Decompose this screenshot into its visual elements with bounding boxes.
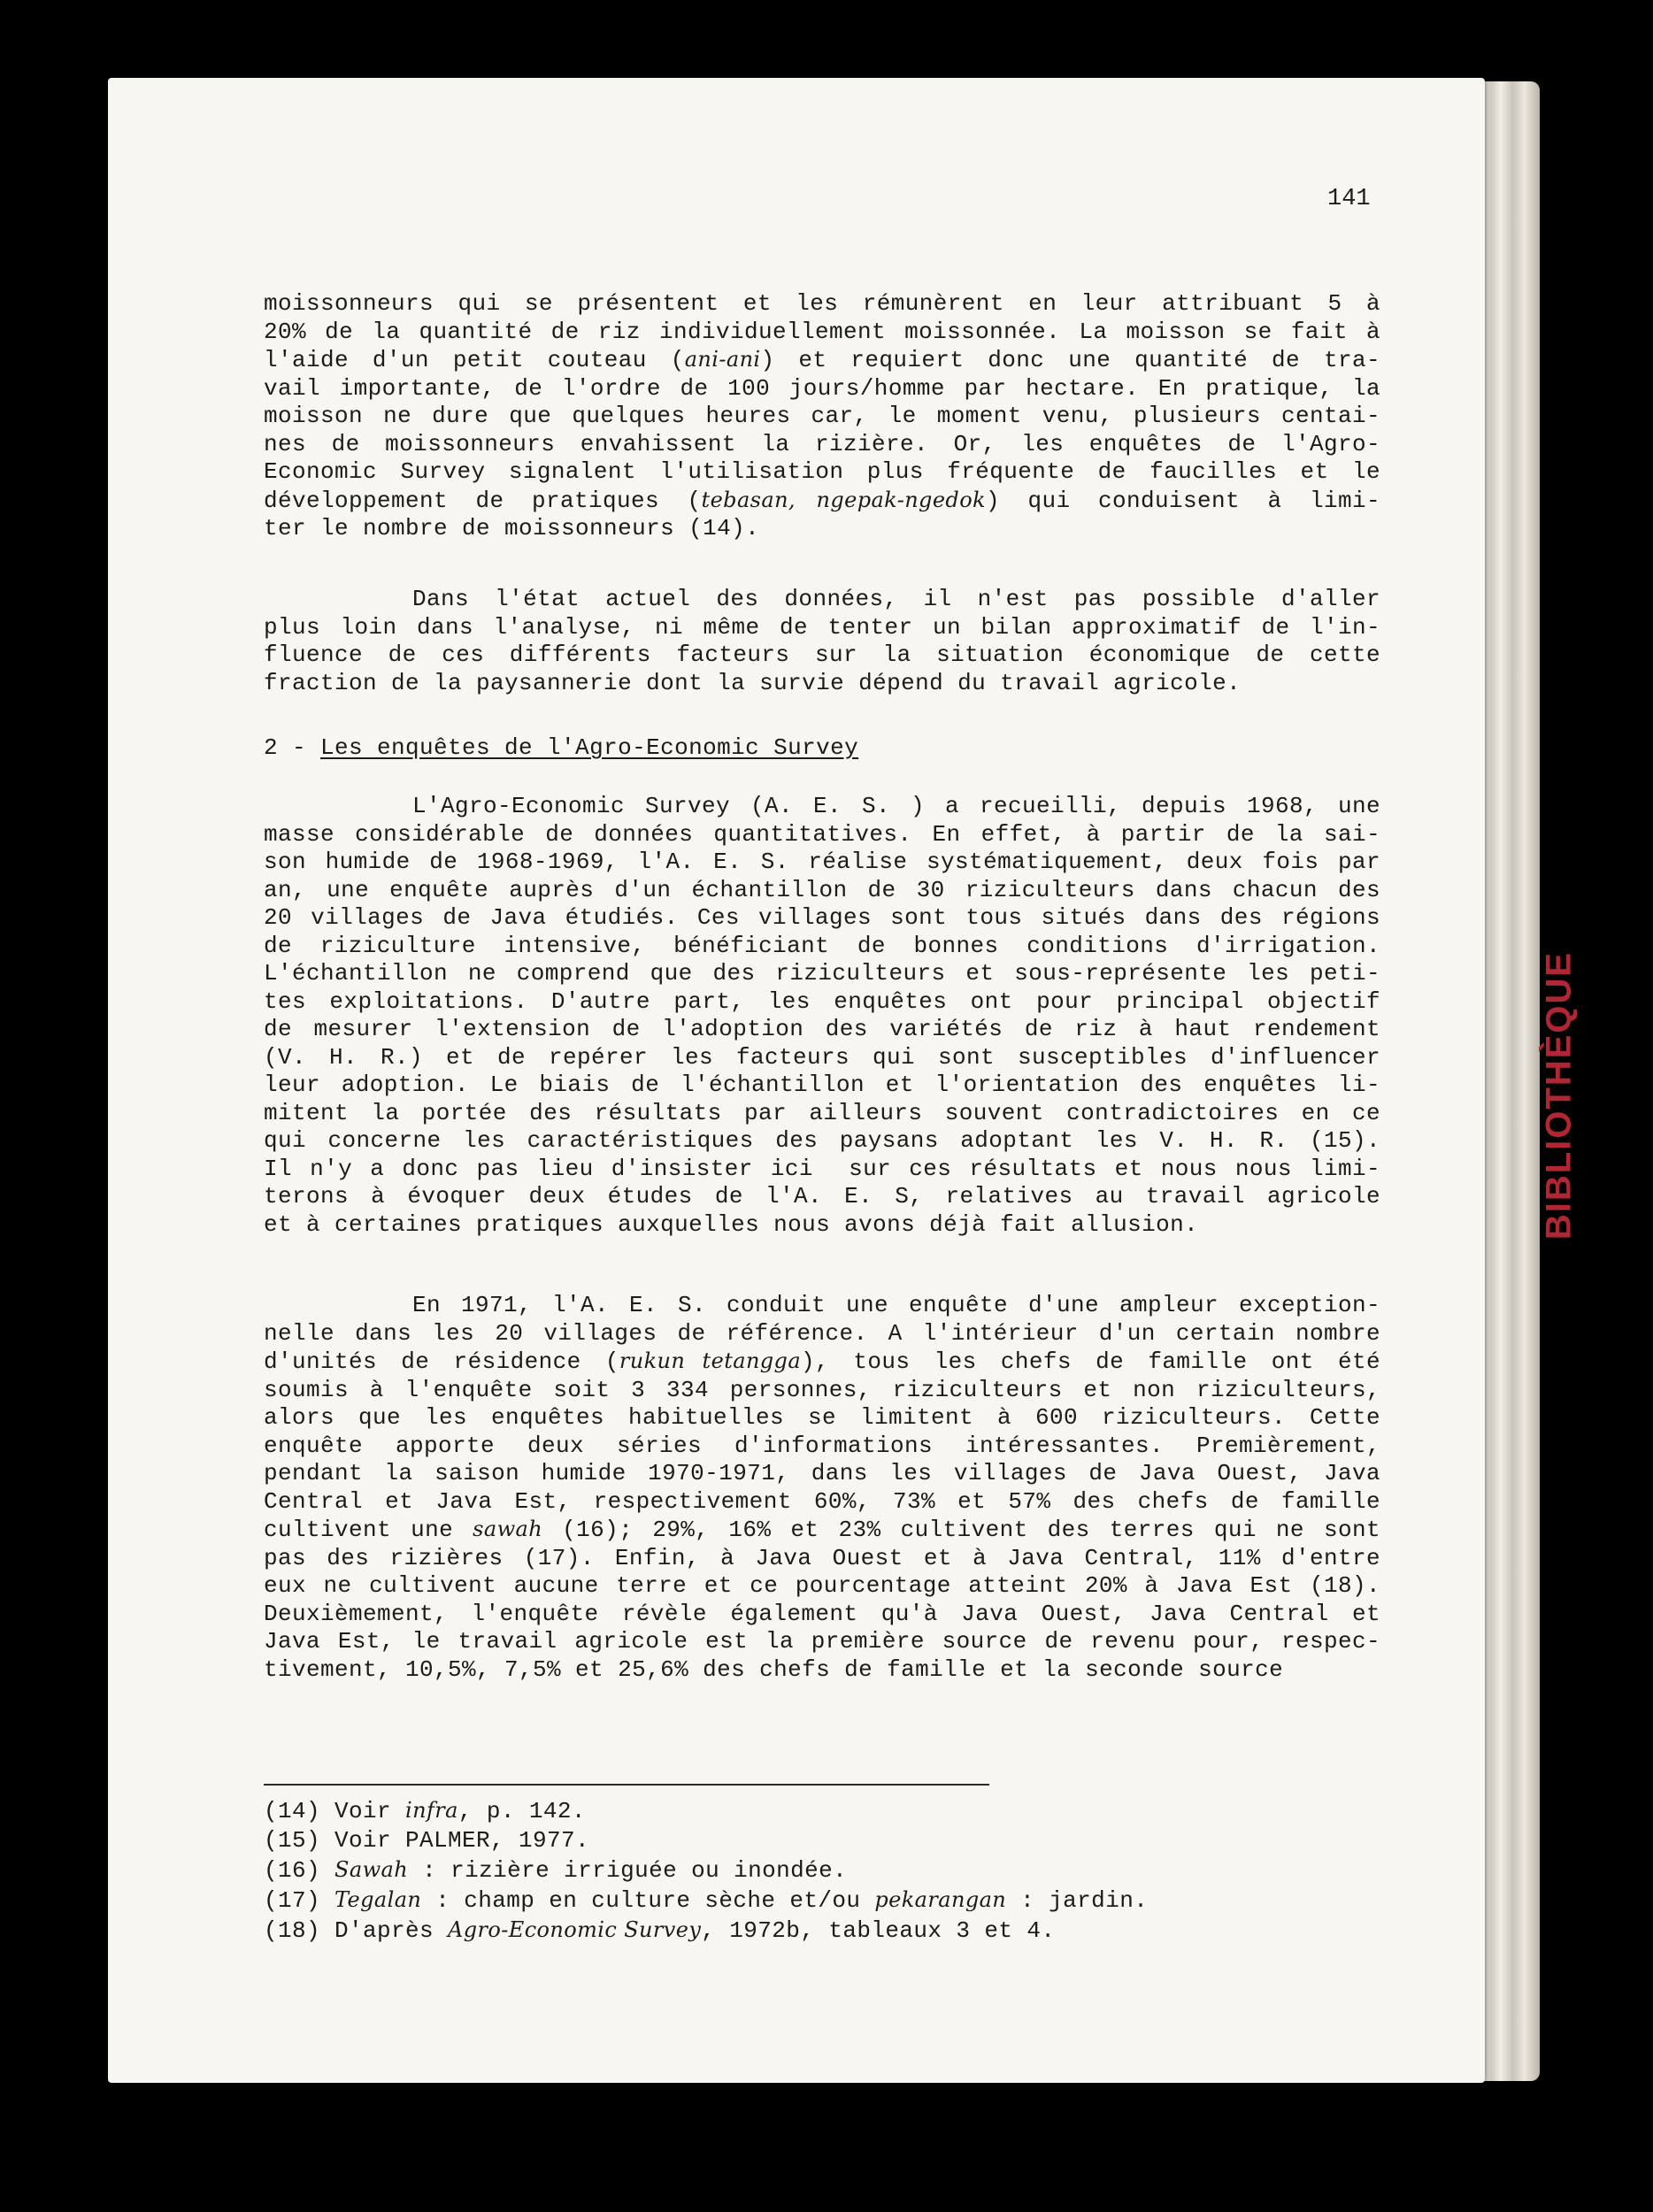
- text-line: 20% de la quantité de riz individuellement moissonnée. La moisson se fait à: [264, 318, 1380, 345]
- text-line: an, une enquête auprès d'un échantillon de 30 riziculteurs dans chacun des: [264, 876, 1380, 903]
- text-line: L'échantillon ne comprend que des riziculteurs et sous-représente les peti-: [264, 960, 1380, 987]
- footnote-18: (18) D'après Agro-Economic Survey, 1972b, tableaux 3 et 4.: [264, 1917, 1056, 1944]
- text-line: l'aide d'un petit couteau (ani-ani) et requiert donc une quantité de tra-: [264, 347, 1380, 373]
- page-number: 141: [1327, 186, 1371, 212]
- section-title: Les enquêtes de l'Agro-Economic Survey: [320, 734, 859, 761]
- text-line: et à certaines pratiques auxquelles nous avons déjà fait allusion.: [264, 1210, 1199, 1238]
- text-line: vail importante, de l'ordre de 100 jours/homme par hectare. En pratique, la: [264, 374, 1380, 402]
- footnote-15: (15) Voir PALMER, 1977.: [264, 1827, 590, 1854]
- footnote-14: (14) Voir infra, p. 142.: [264, 1798, 586, 1824]
- section-heading: [264, 734, 858, 761]
- text-line: plus loin dans l'analyse, ni même de tenter un bilan approximatif de l'in-: [264, 613, 1380, 641]
- footnotes: [264, 1796, 1326, 1946]
- text-line: de mesurer l'extension de l'adoption des variétés de riz à haut rendement: [264, 1016, 1380, 1042]
- text-line: alors que les enquêtes habituelles se limitent à 600 riziculteurs. Cette: [264, 1404, 1380, 1431]
- text-line: ter le nombre de moissonneurs (14).: [264, 515, 760, 541]
- text-line: (V. H. R.) et de repérer les facteurs qui sont susceptibles d'influencer: [264, 1043, 1380, 1071]
- text-line: tes exploitations. D'autre part, les enquêtes ont pour principal objectif: [264, 987, 1380, 1015]
- text-line: pendant la saison humide 1970-1971, dans les villages de Java Ouest, Java: [264, 1460, 1380, 1486]
- text-line: nelle dans les 20 villages de référence. A l'intérieur d'un certain nombre: [264, 1319, 1380, 1347]
- footnote-16: (16) Sawah : rizière irriguée ou inondée.: [264, 1857, 848, 1884]
- text-line: tivement, 10,5%, 7,5% et 25,6% des chefs de famille et la seconde source: [264, 1655, 1284, 1683]
- text-line: cultivent une sawah (16); 29%, 16% et 23% cultivent des terres qui ne sont: [264, 1517, 1380, 1543]
- text-line: Il n'y a donc pas lieu d'insister ici sur ces résultats et nous nous limi-: [264, 1155, 1380, 1182]
- paragraph-2: [264, 586, 1380, 697]
- text-line: mitent la portée des résultats par ailleurs souvent contradictoires en ce: [264, 1099, 1380, 1126]
- text-line: 20 villages de Java étudiés. Ces villages sont tous situés dans des régions: [264, 904, 1380, 931]
- paragraph-1: [264, 290, 1380, 543]
- text-line: Dans l'état actuel des données, il n'est pas possible d'aller: [412, 586, 1380, 612]
- text-line: moisson ne dure que quelques heures car, le moment venu, plusieurs centai-: [264, 403, 1380, 429]
- text-line: pas des rizières (17). Enfin, à Java Ouest et à Java Central, 11% d'entre: [264, 1544, 1380, 1571]
- text-line: Central et Java Est, respectivement 60%, 73% et 57% des chefs de famille: [264, 1487, 1380, 1515]
- text-line: nes de moissonneurs envahissent la rizière. Or, les enquêtes de l'Agro-: [264, 430, 1380, 457]
- text-line: développement de pratiques (tebasan, ngepak-ngedok) qui conduisent à limi-: [264, 487, 1380, 514]
- text-line: eux ne cultivent aucune terre et ce pourcentage atteint 20% à Java Est (18).: [264, 1572, 1380, 1599]
- text-line: enquête apporte deux séries d'informations intéressantes. Premièrement,: [264, 1432, 1380, 1459]
- text-line: En 1971, l'A. E. S. conduit une enquête d'une ampleur exception-: [412, 1292, 1380, 1318]
- section-number: 2 -: [264, 734, 321, 761]
- text-line: fraction de la paysannerie dont la survie dépend du travail agricole.: [264, 669, 1242, 696]
- text-line: soumis à l'enquête soit 3 334 personnes, riziculteurs et non riziculteurs,: [264, 1376, 1380, 1403]
- text-line: d'unités de résidence (rukun tetangga), tous les chefs de famille ont été: [264, 1348, 1380, 1375]
- book-page-edge: [1480, 81, 1540, 2081]
- paragraph-4: [264, 1292, 1380, 1684]
- library-stamp: BIBLIOTHÈQUE: [1539, 950, 1579, 1240]
- text-line: moissonneurs qui se présentent et les rémunèrent en leur attribuant 5 à: [264, 290, 1380, 317]
- paragraph-3: [264, 793, 1380, 1239]
- text-line: fluence de ces différents facteurs sur la situation économique de cette: [264, 641, 1380, 668]
- text-line: Economic Survey signalent l'utilisation plus fréquente de faucilles et le: [264, 458, 1380, 485]
- footnote-divider: [264, 1784, 989, 1786]
- text-line: masse considérable de données quantitatives. En effet, à partir de la sai-: [264, 820, 1380, 848]
- text-line: de riziculture intensive, bénéficiant de bonnes conditions d'irrigation.: [264, 932, 1380, 959]
- text-line: Deuxièmement, l'enquête révèle également qu'à Java Ouest, Java Central et: [264, 1600, 1380, 1627]
- text-line: leur adoption. Le biais de l'échantillon et l'orientation des enquêtes li-: [264, 1071, 1380, 1098]
- text-line: son humide de 1968-1969, l'A. E. S. réalise systématiquement, deux fois par: [264, 849, 1380, 875]
- text-line: qui concerne les caractéristiques des paysans adoptant les V. H. R. (15).: [264, 1127, 1380, 1154]
- footnote-17: (17) Tegalan : champ en culture sèche et/ou pekarangan : jardin.: [264, 1887, 1149, 1914]
- text-line: terons à évoquer deux études de l'A. E. S, relatives au travail agricole: [264, 1183, 1380, 1210]
- text-line: Java Est, le travail agricole est la première source de revenu pour, respec-: [264, 1628, 1380, 1655]
- text-line: L'Agro-Economic Survey (A. E. S. ) a recueilli, depuis 1968, une: [412, 793, 1380, 819]
